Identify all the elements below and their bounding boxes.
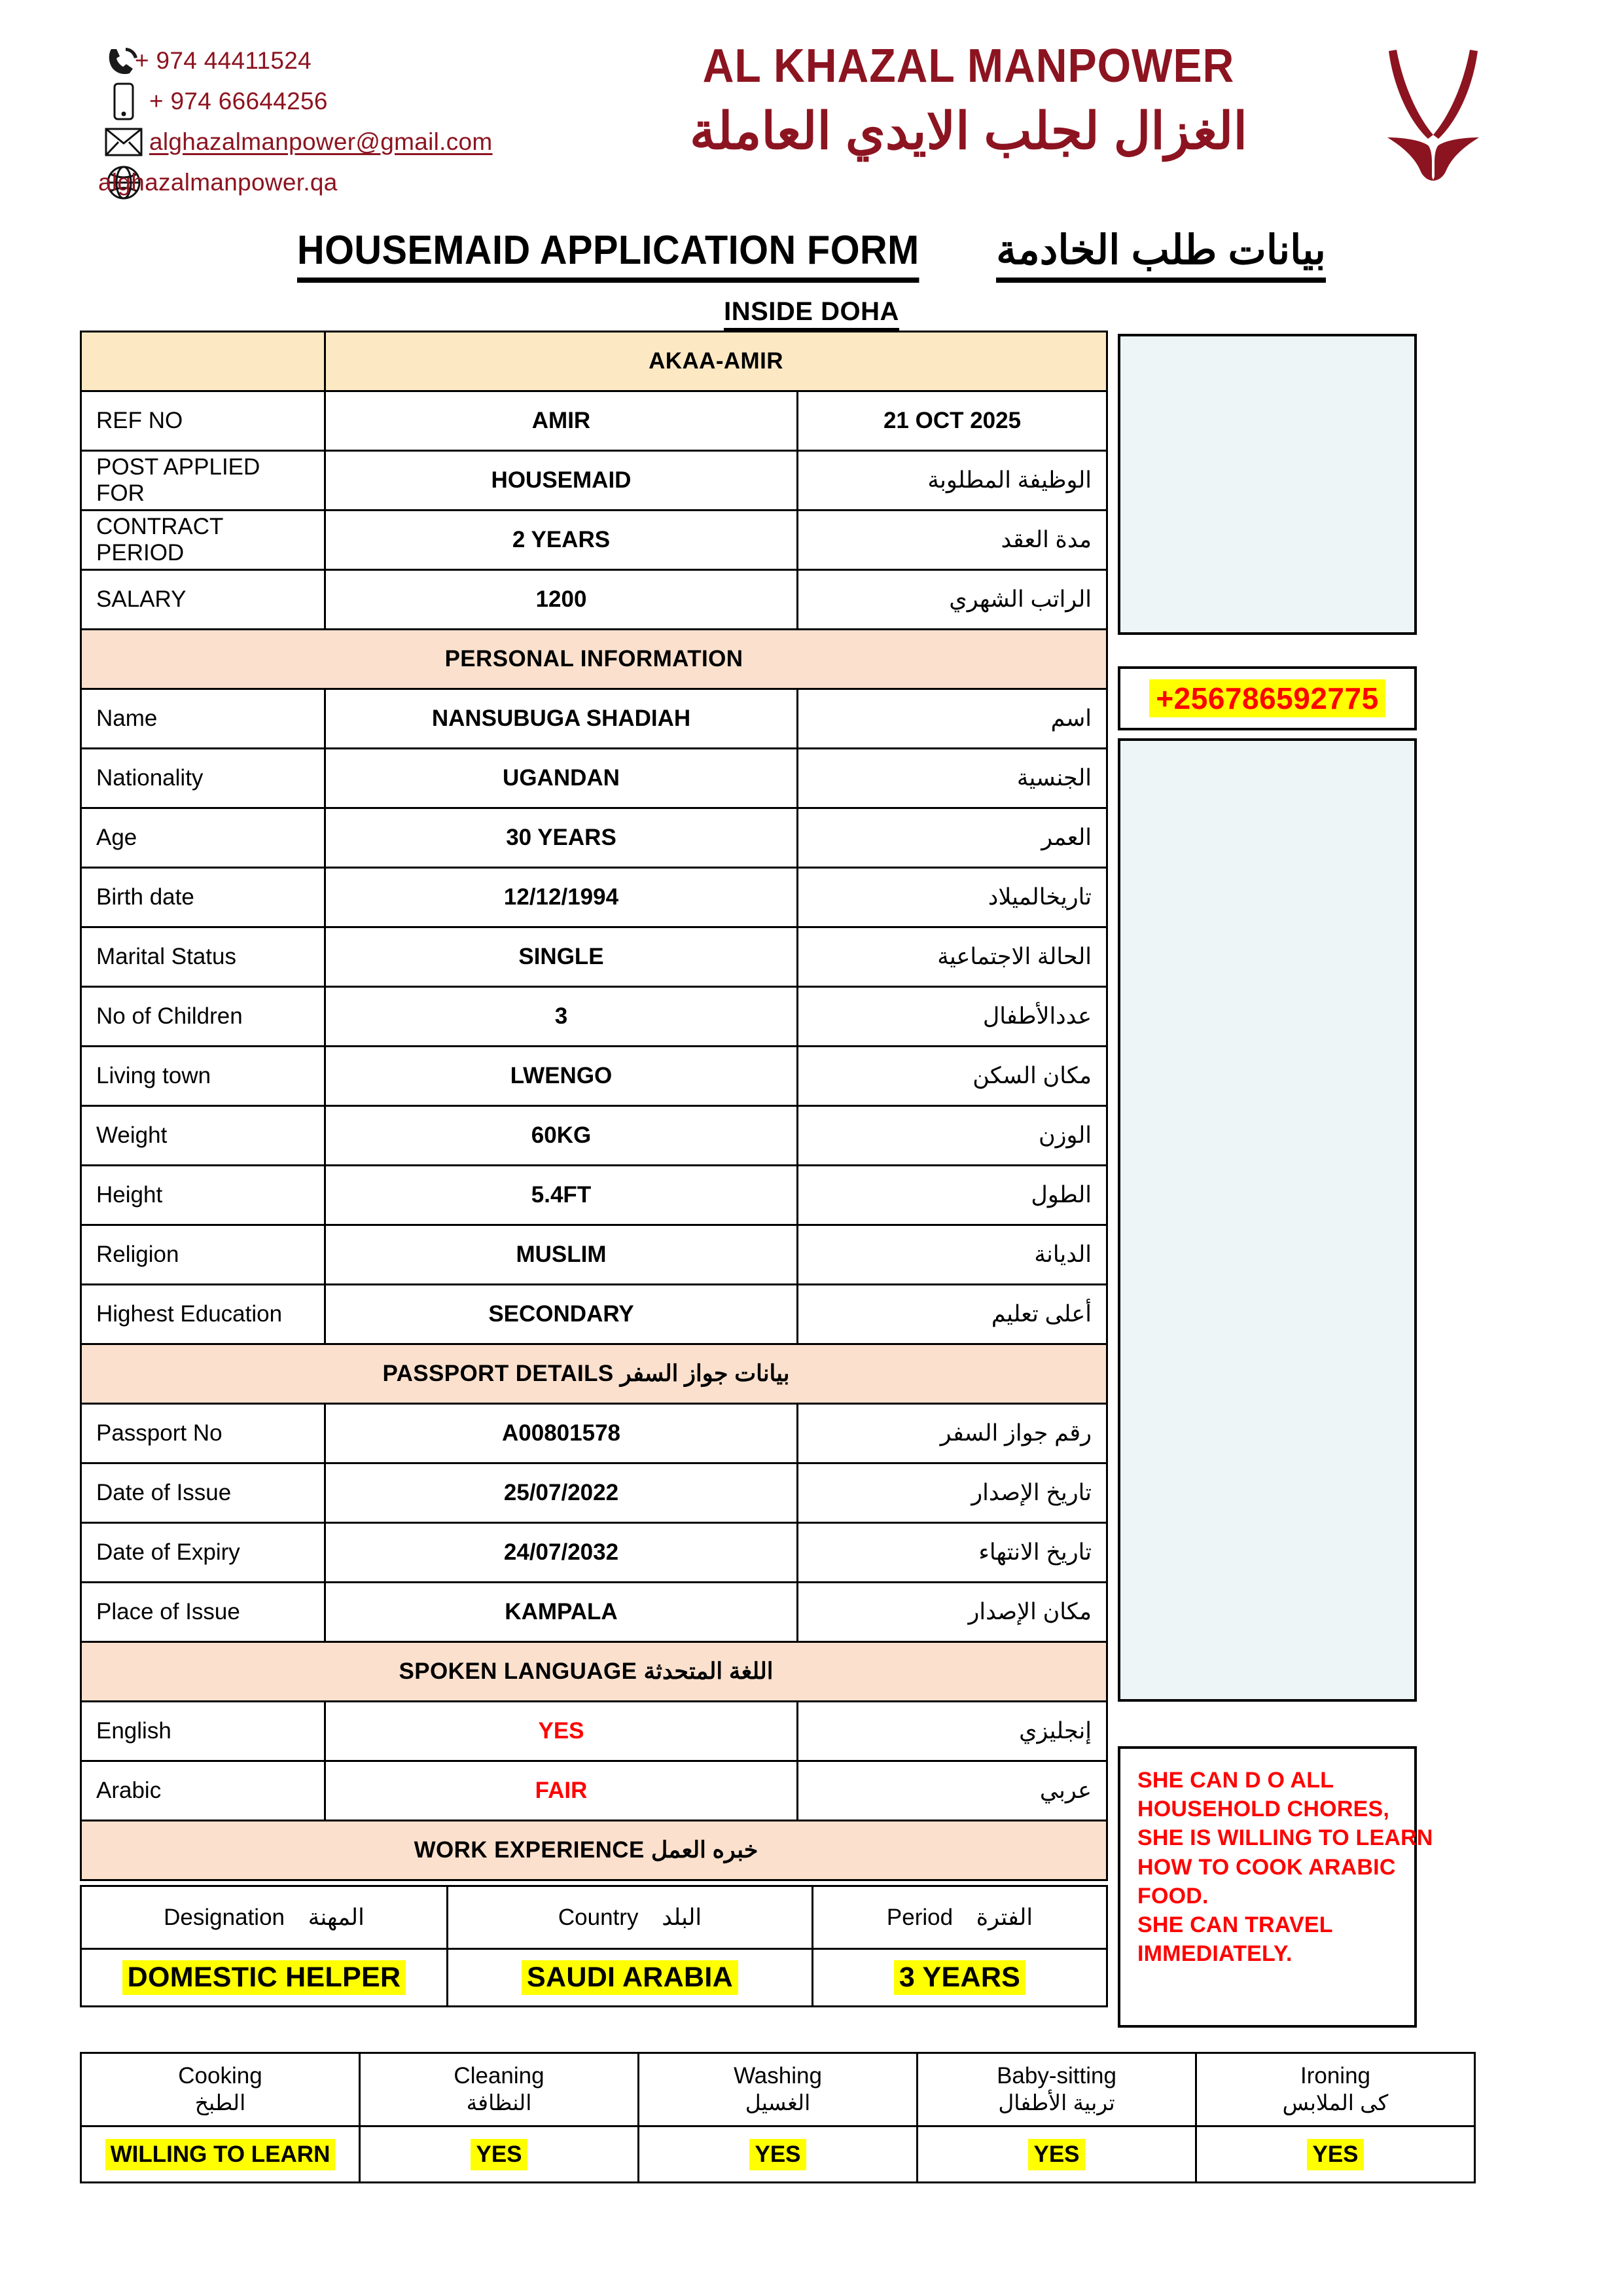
field-value: 5.4FT xyxy=(325,1166,798,1225)
note-line: HOUSEHOLD CHORES, xyxy=(1137,1797,1389,1822)
field-label: Date of Expiry xyxy=(81,1523,325,1583)
skill-value-washing xyxy=(639,2126,918,2183)
table-row xyxy=(81,570,1107,630)
skill-label-en: Baby-sitting xyxy=(997,2062,1116,2089)
field-value: 1200 xyxy=(325,570,798,630)
field-label: Age xyxy=(81,808,325,868)
skill-label-en: Washing xyxy=(734,2062,822,2089)
field-label-arabic: رقم جواز السفر xyxy=(798,1404,1107,1463)
field-label: English xyxy=(81,1702,325,1761)
section-title-passport xyxy=(81,1344,1107,1404)
field-label: Name xyxy=(81,689,325,749)
skill-value-cooking xyxy=(81,2126,360,2183)
skill-value: YES xyxy=(749,2139,806,2170)
field-value: 2 YEARS xyxy=(325,511,798,570)
table-row xyxy=(81,1047,1107,1106)
skill-label-ar: كى الملابس xyxy=(1282,2090,1389,2115)
field-label-arabic: عددالأطفال xyxy=(798,987,1107,1047)
form-title-block xyxy=(0,226,1623,327)
field-label: Marital Status xyxy=(81,927,325,987)
table-row xyxy=(81,1761,1107,1821)
field-value: 24/07/2032 xyxy=(325,1523,798,1583)
field-label-arabic: مدة العقد xyxy=(798,511,1107,570)
contact-row-website xyxy=(98,162,648,203)
work-experience-row xyxy=(81,1949,1107,2007)
field-label-arabic: الحالة الاجتماعية xyxy=(798,927,1107,987)
skills-value-row xyxy=(81,2126,1475,2183)
field-label-arabic: الوظيفة المطلوبة xyxy=(798,451,1107,511)
note-line: SHE CAN TRAVEL xyxy=(1137,1912,1333,1937)
field-label-arabic: العمر xyxy=(798,808,1107,868)
section-header-work-experience xyxy=(81,1821,1107,1880)
skills-table xyxy=(80,2052,1476,2183)
note-line: IMMEDIATELY. xyxy=(1137,1941,1293,1967)
field-label: Place of Issue xyxy=(81,1583,325,1642)
section-title-work-en: WORK EXPERIENCE xyxy=(414,1837,645,1863)
table-row xyxy=(81,1583,1107,1642)
field-label-arabic: تاريخ الإصدار xyxy=(798,1463,1107,1523)
mobile-phone-icon xyxy=(98,82,149,120)
field-label-arabic: الجنسية xyxy=(798,749,1107,808)
skill-label-ar: النظافة xyxy=(466,2090,532,2115)
field-label: Date of Issue xyxy=(81,1463,325,1523)
table-row xyxy=(81,1463,1107,1523)
field-value: 60KG xyxy=(325,1106,798,1166)
note-line: HOW TO COOK ARABIC xyxy=(1137,1854,1396,1880)
section-title-work-ar: خبره العمل xyxy=(651,1837,758,1863)
section-title: PERSONAL INFORMATION xyxy=(81,630,1107,689)
field-label: Highest Education xyxy=(81,1285,325,1344)
field-label-arabic: الراتب الشهري xyxy=(798,570,1107,630)
field-value: FAIR xyxy=(325,1761,798,1821)
table-row xyxy=(81,511,1107,570)
field-label: SALARY xyxy=(81,570,325,630)
field-label: Religion xyxy=(81,1225,325,1285)
table-row xyxy=(81,1523,1107,1583)
applicant-notes-box xyxy=(1118,1746,1433,2028)
column-header-period-ar: الفترة xyxy=(976,1904,1033,1930)
note-line: SHE IS WILLING TO LEARN xyxy=(1137,1825,1433,1851)
skill-header-cleaning xyxy=(360,2053,639,2126)
section-title-language-ar: اللغة المتحدثة xyxy=(643,1659,774,1684)
skill-label-en: Cooking xyxy=(178,2062,262,2089)
skill-header-washing xyxy=(639,2053,918,2126)
skill-value: YES xyxy=(471,2139,527,2170)
note-line: SHE CAN D O ALL xyxy=(1137,1768,1334,1793)
column-header-period xyxy=(813,1886,1107,1949)
table-row xyxy=(81,1225,1107,1285)
page-subtitle-text: INSIDE DOHA xyxy=(724,297,899,332)
field-value: NANSUBUGA SHADIAH xyxy=(325,689,798,749)
field-label-arabic: عربي xyxy=(798,1761,1107,1821)
table-row xyxy=(81,391,1107,451)
table-row xyxy=(81,689,1107,749)
page-title-arabic: بيانات طلب الخادمة xyxy=(996,226,1326,283)
field-value: 30 YEARS xyxy=(325,808,798,868)
field-label: REF NO xyxy=(81,391,325,451)
work-country-cell xyxy=(448,1949,813,2007)
field-value: 25/07/2022 xyxy=(325,1463,798,1523)
column-header-period-en: Period xyxy=(886,1904,954,1930)
skill-label-ar: الطبخ xyxy=(194,2090,246,2115)
field-label: Living town xyxy=(81,1047,325,1106)
ref-code-value: AKAA-AMIR xyxy=(325,332,1107,391)
work-period-value: 3 YEARS xyxy=(894,1960,1026,1995)
table-row xyxy=(81,1106,1107,1166)
column-header-designation xyxy=(81,1886,448,1949)
applicant-phone-box xyxy=(1118,666,1417,730)
skill-label-en: Cleaning xyxy=(454,2062,544,2089)
table-row xyxy=(81,1404,1107,1463)
column-header-country xyxy=(448,1886,813,1949)
section-title-passport-ar: بيانات جواز السفر xyxy=(620,1361,790,1386)
section-title-language-en: SPOKEN LANGUAGE xyxy=(399,1659,637,1684)
page-subtitle xyxy=(0,297,1623,327)
field-value: HOUSEMAID xyxy=(325,451,798,511)
skill-header-ironing xyxy=(1196,2053,1475,2126)
field-label-arabic: الديانة xyxy=(798,1225,1107,1285)
field-label: Birth date xyxy=(81,868,325,927)
field-value: KAMPALA xyxy=(325,1583,798,1642)
work-country-value: SAUDI ARABIA xyxy=(522,1960,738,1995)
note-line: FOOD. xyxy=(1137,1883,1209,1909)
field-label: No of Children xyxy=(81,987,325,1047)
table-row xyxy=(81,808,1107,868)
work-designation-cell xyxy=(81,1949,448,2007)
company-name-ar: الغزال لجلب الايدي العاملة xyxy=(689,102,1248,160)
gazelle-head-icon xyxy=(1374,39,1492,190)
work-designation-value: DOMESTIC HELPER xyxy=(122,1960,406,1995)
field-label-arabic: تاريخ الانتهاء xyxy=(798,1523,1107,1583)
skill-label-ar: الغسيل xyxy=(745,2090,811,2115)
application-main-table xyxy=(80,331,1108,1881)
envelope-icon xyxy=(98,128,149,156)
field-label-arabic: مكان السكن xyxy=(798,1047,1107,1106)
skills-header-row xyxy=(81,2053,1475,2126)
work-experience-table xyxy=(80,1885,1108,2007)
column-header-designation-ar: المهنة xyxy=(308,1904,365,1930)
email-address[interactable]: alghazalmanpower@gmail.com xyxy=(149,128,493,155)
skill-value: WILLING TO LEARN xyxy=(105,2139,336,2170)
skill-value: YES xyxy=(1028,2139,1084,2170)
skill-value: YES xyxy=(1307,2139,1363,2170)
field-label: Arabic xyxy=(81,1761,325,1821)
company-name-en: AL KHAZAL MANPOWER xyxy=(702,40,1235,92)
table-row xyxy=(81,868,1107,927)
page-header xyxy=(0,0,1623,216)
field-value: 12/12/1994 xyxy=(325,868,798,927)
section-title-language xyxy=(81,1642,1107,1702)
applicant-phone-number: +256786592775 xyxy=(1149,679,1385,717)
ref-code-spacer xyxy=(81,332,325,391)
field-value: AMIR xyxy=(325,391,798,451)
field-label: Passport No xyxy=(81,1404,325,1463)
field-label: Nationality xyxy=(81,749,325,808)
table-row xyxy=(81,1166,1107,1225)
skill-value-cleaning xyxy=(360,2126,639,2183)
company-brand xyxy=(563,39,1374,161)
table-row xyxy=(81,451,1107,511)
section-title-passport-en: PASSPORT DETAILS xyxy=(382,1361,614,1386)
field-label: Height xyxy=(81,1166,325,1225)
page-title: HOUSEMAID APPLICATION FORM xyxy=(297,227,919,283)
skill-label-en: Ironing xyxy=(1300,2062,1371,2089)
field-label: POST APPLIED FOR xyxy=(81,451,325,511)
applicant-fullbody-photo xyxy=(1118,738,1417,1702)
field-value: YES xyxy=(325,1702,798,1761)
field-label-arabic: اسم xyxy=(798,689,1107,749)
field-label: CONTRACT PERIOD xyxy=(81,511,325,570)
field-label-arabic: أعلى تعليم xyxy=(798,1285,1107,1344)
field-value: 3 xyxy=(325,987,798,1047)
work-experience-header-row xyxy=(81,1886,1107,1949)
section-header-personal-information xyxy=(81,630,1107,689)
field-value: SECONDARY xyxy=(325,1285,798,1344)
table-row xyxy=(81,987,1107,1047)
table-row xyxy=(81,1285,1107,1344)
section-header-spoken-language xyxy=(81,1642,1107,1702)
work-period-cell xyxy=(813,1949,1107,2007)
column-header-country-ar: البلد xyxy=(662,1904,702,1930)
column-header-designation-en: Designation xyxy=(164,1904,285,1930)
field-label-arabic: إنجليزي xyxy=(798,1702,1107,1761)
field-value: SINGLE xyxy=(325,927,798,987)
applicant-portrait-photo xyxy=(1118,334,1417,635)
table-row xyxy=(81,927,1107,987)
field-label-arabic: الطول xyxy=(798,1166,1107,1225)
skill-header-cooking xyxy=(81,2053,360,2126)
telephone-number: + 974 44411524 xyxy=(135,47,312,74)
table-row xyxy=(81,749,1107,808)
section-title-work xyxy=(81,1821,1107,1880)
field-label-arabic: تاريخالميلاد xyxy=(798,868,1107,927)
field-value: MUSLIM xyxy=(325,1225,798,1285)
field-value: LWENGO xyxy=(325,1047,798,1106)
field-label-arabic: الوزن xyxy=(798,1106,1107,1166)
field-value: UGANDAN xyxy=(325,749,798,808)
skill-value-ironing xyxy=(1196,2126,1475,2183)
field-label: Weight xyxy=(81,1106,325,1166)
skill-header-baby-sitting xyxy=(918,2053,1196,2126)
field-label-arabic: مكان الإصدار xyxy=(798,1583,1107,1642)
section-header-passport-details xyxy=(81,1344,1107,1404)
mobile-number: + 974 66644256 xyxy=(149,88,328,115)
field-value: A00801578 xyxy=(325,1404,798,1463)
skill-label-ar: تربية الأطفال xyxy=(998,2090,1115,2115)
column-header-country-en: Country xyxy=(558,1904,639,1930)
table-row-ref-code xyxy=(81,332,1107,391)
table-row xyxy=(81,1702,1107,1761)
field-date: 21 OCT 2025 xyxy=(798,391,1107,451)
website-address[interactable]: alghazalmanpower.qa xyxy=(98,169,338,196)
skill-value-baby-sitting xyxy=(918,2126,1196,2183)
